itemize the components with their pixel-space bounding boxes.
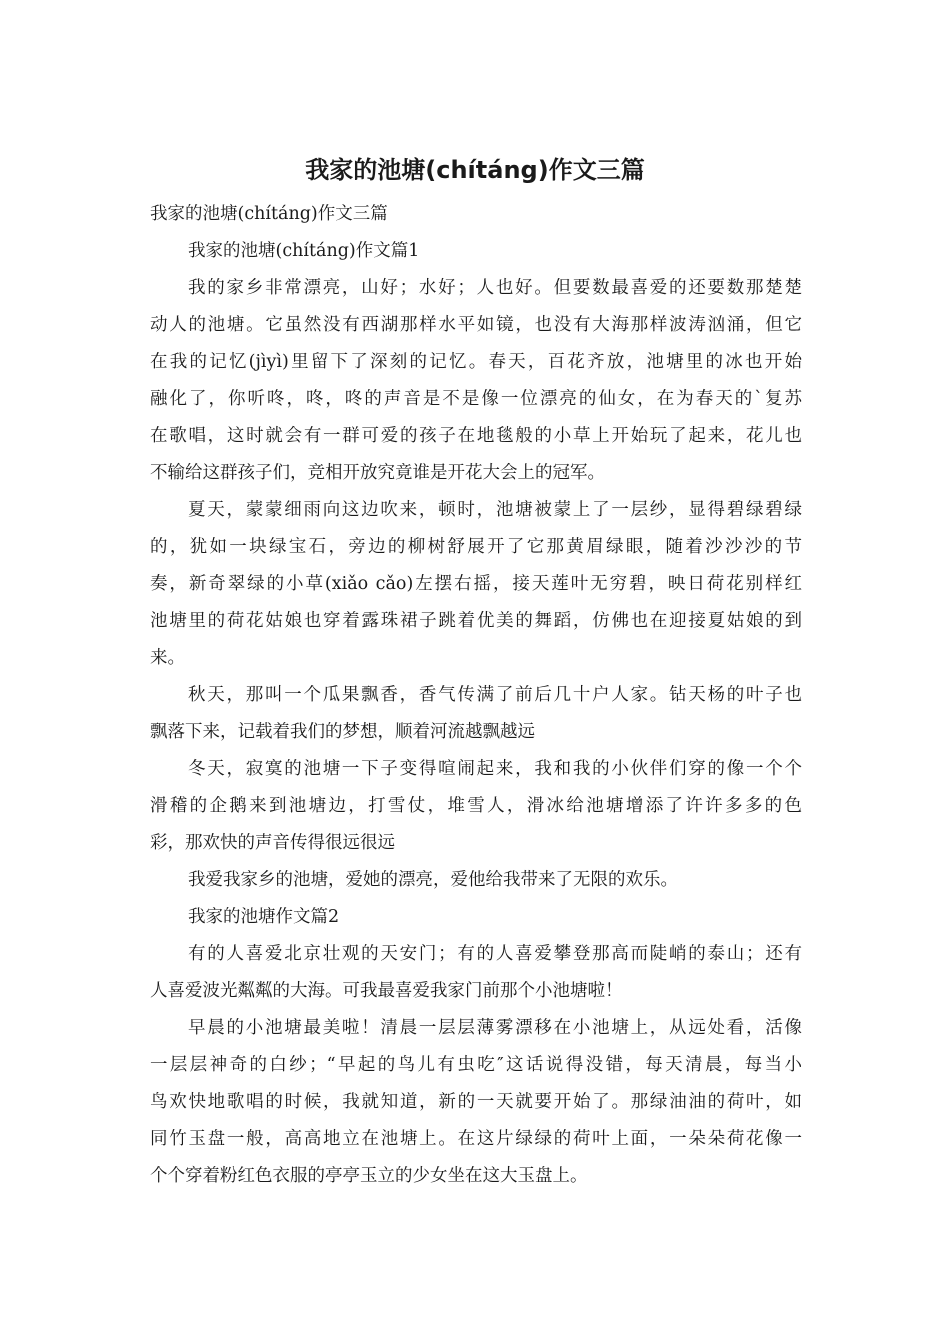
text-line: 彩，那欢快的声音传得很远很远 bbox=[150, 833, 395, 853]
text-line: 动人的池塘。它虽然没有西湖那样水平如镜，也没有大海那样波涛汹涌，但它 bbox=[150, 315, 802, 335]
document-title: 我家的池塘(chítáng)作文三篇 bbox=[305, 156, 645, 184]
text-line: 我的家乡非常漂亮，山好；水好；人也好。但要数最喜爱的还要数那楚楚 bbox=[188, 278, 802, 298]
text-line: 滑稽的企鹅来到池塘边，打雪仗，堆雪人，滑冰给池塘增添了许许多多的色 bbox=[150, 796, 802, 816]
text-line: 早晨的小池塘最美啦！清晨一层层薄雾漂移在小池塘上，从远处看，活像 bbox=[188, 1018, 802, 1038]
text-line: 秋天，那叫一个瓜果飘香，香气传满了前后几十户人家。钻天杨的叶子也 bbox=[188, 685, 802, 705]
text-line: 我爱我家乡的池塘，爱她的漂亮，爱他给我带来了无限的欢乐。 bbox=[188, 870, 678, 890]
text-line: 一层层神奇的白纱；“早起的鸟儿有虫吃″这话说得没错，每天清晨，每当小 bbox=[150, 1055, 802, 1075]
text-line: 我家的池塘(chítáng)作文篇1 bbox=[188, 241, 420, 261]
text-line: 在我的记忆(jìyì)里留下了深刻的记忆。春天，百花齐放，池塘里的冰也开始 bbox=[150, 352, 802, 372]
text-line: 融化了，你听咚，咚，咚的声音是不是像一位漂亮的仙女，在为春天的`复苏 bbox=[150, 389, 802, 409]
text-line: 奏，新奇翠绿的小草(xiǎo cǎo)左摆右摇，接天莲叶无穷碧，映日荷花别样红 bbox=[150, 574, 802, 594]
text-line: 冬天，寂寞的池塘一下子变得喧闹起来，我和我的小伙伴们穿的像一个个 bbox=[188, 759, 802, 779]
text-line: 不输给这群孩子们，竞相开放究竟谁是开花大会上的冠军。 bbox=[150, 463, 605, 483]
text-line: 有的人喜爱北京壮观的天安门；有的人喜爱攀登那高而陡峭的泰山；还有 bbox=[188, 944, 802, 964]
text-line: 个个穿着粉红色衣服的亭亭玉立的少女坐在这大玉盘上。 bbox=[150, 1166, 588, 1186]
text-line: 的，犹如一块绿宝石，旁边的柳树舒展开了它那黄眉绿眼，随着沙沙沙的节 bbox=[150, 537, 802, 557]
document-body bbox=[150, 196, 802, 1195]
text-line: 在歌唱，这时就会有一群可爱的孩子在地毯般的小草上开始玩了起来，花儿也 bbox=[150, 426, 802, 446]
text-line: 飘落下来，记载着我们的梦想，顺着河流越飘越远 bbox=[150, 722, 535, 742]
text-line: 夏天，蒙蒙细雨向这边吹来，顿时，池塘被蒙上了一层纱，显得碧绿碧绿 bbox=[188, 500, 802, 520]
text-line: 来。 bbox=[150, 648, 185, 668]
text-line: 池塘里的荷花姑娘也穿着露珠裙子跳着优美的舞蹈，仿佛也在迎接夏姑娘的到 bbox=[150, 611, 802, 631]
text-line: 我家的池塘(chítáng)作文三篇 bbox=[150, 204, 388, 224]
text-line: 我家的池塘作文篇2 bbox=[188, 907, 340, 927]
text-line: 人喜爱波光粼粼的大海。可我最喜爱我家门前那个小池塘啦！ bbox=[150, 981, 623, 1001]
text-line: 同竹玉盘一般，高高地立在池塘上。在这片绿绿的荷叶上面，一朵朵荷花像一 bbox=[150, 1129, 802, 1149]
text-line: 鸟欢快地歌唱的时候，我就知道，新的一天就要开始了。那绿油油的荷叶，如 bbox=[150, 1092, 802, 1112]
